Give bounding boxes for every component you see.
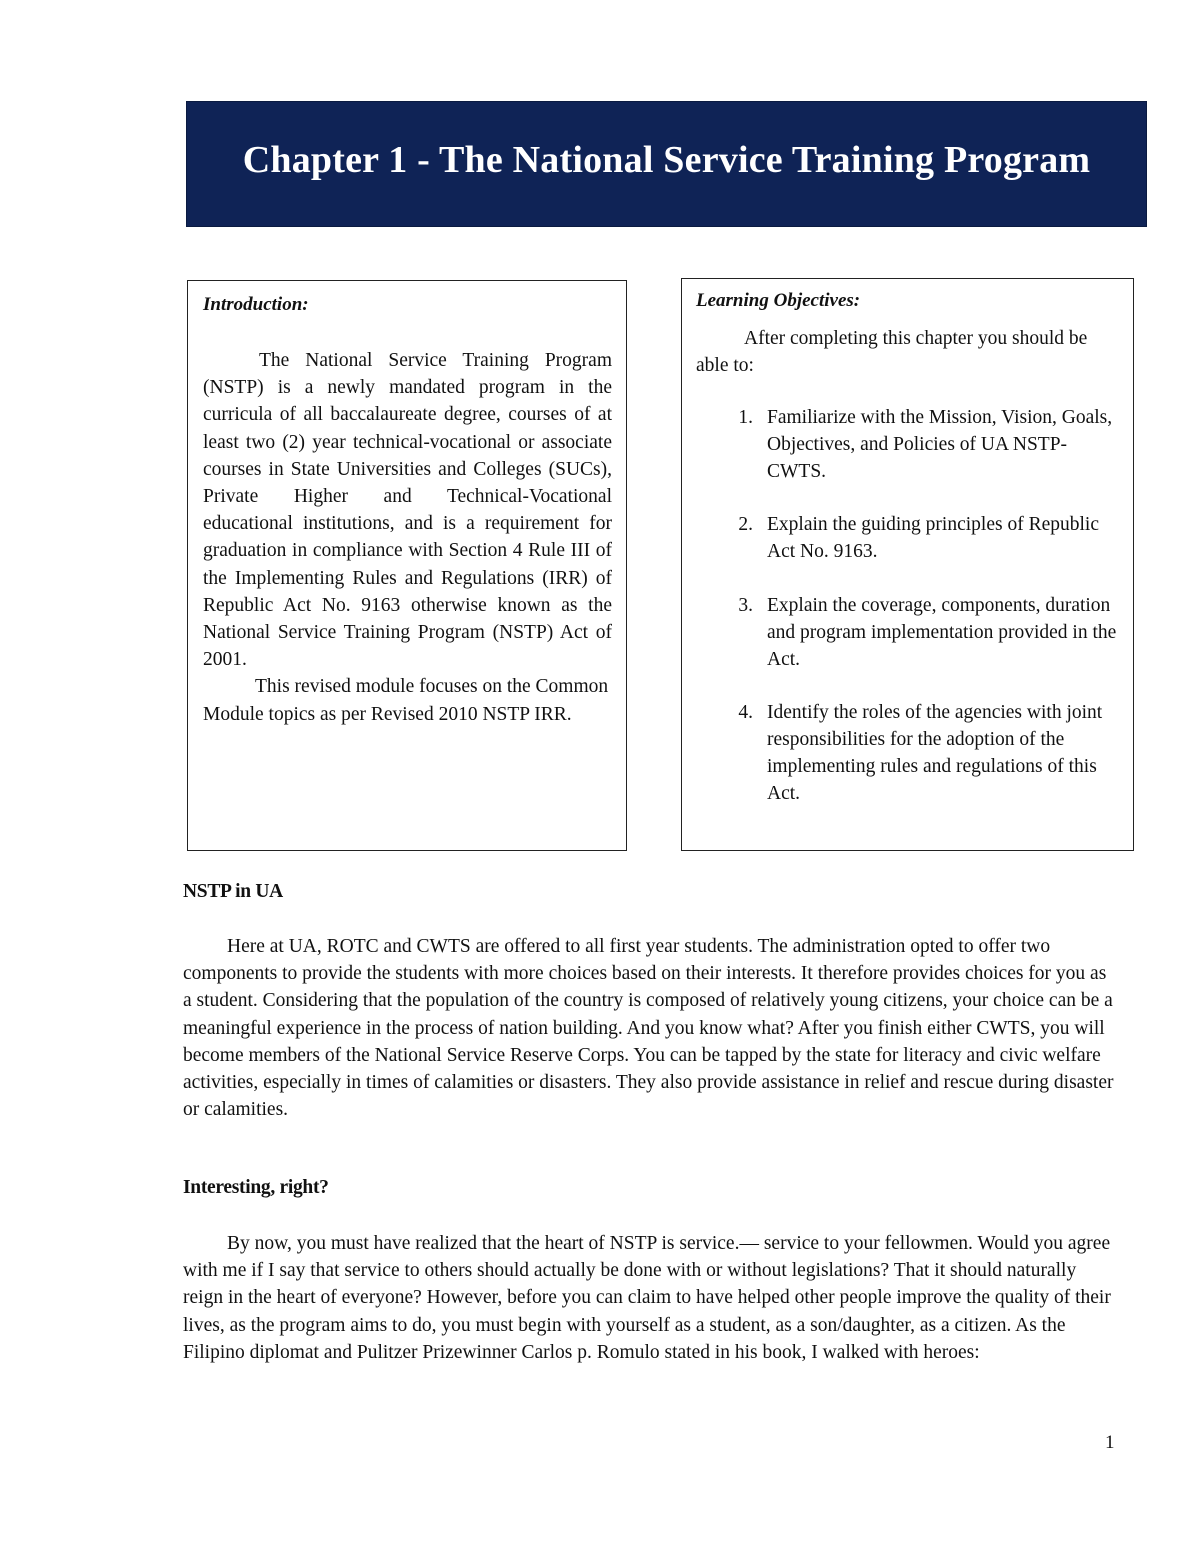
objective-number: 1.	[738, 407, 753, 428]
objectives-list	[696, 405, 1121, 808]
introduction-paragraph: This revised module focuses on the Common Module topics as per Revised 2010 NSTP IRR.	[203, 676, 609, 725]
objective-text: Explain the guiding principles of Republic Act No. 9163.	[767, 514, 1099, 563]
objective-item	[696, 700, 1121, 807]
introduction-paragraph: The National Service Training Program (NSTP) is a newly mandated program in the curricula of all baccalaureate degree, courses of at least two (2) year technical-vocational or associate courses in State Universities and Colleges (SUCs), Private Higher and Technical-Vocational educational institutions, and is a requirement for graduation in compliance with Section 4 Rule III of the Implementing Rules and Regulations (IRR) of Republic Act No. 9163 otherwise known as the National Service Training Program (NSTP) Act of 2001.	[203, 350, 612, 671]
chapter-title-banner	[186, 101, 1147, 227]
section-heading-nstp-in-ua: NSTP in UA	[183, 881, 283, 902]
section-paragraph-nstp-in-ua: Here at UA, ROTC and CWTS are offered to all first year students. The administration opted to offer two components to provide the students with more choices based on their interests. It therefore provides choices for you as a student. Considering that the population of the country is composed of relatively young citizens, your choice can be a meaningful experience in the process of nation building. And you know what? After you finish either CWTS, you will become members of the National Service Reserve Corps. You can be tapped by the state for literacy and civic welfare activities, especially in times of calamities or disasters. They also provide assistance in relief and rescue during disaster or calamities.	[183, 936, 1114, 1121]
objective-text: Explain the coverage, components, duration and program implementation provided in the Act.	[767, 594, 1117, 670]
objective-text: Familiarize with the Mission, Vision, Goals, Objectives, and Policies of UA NSTP-CWTS.	[767, 407, 1113, 482]
objective-item	[696, 405, 1121, 485]
chapter-title: Chapter 1 - The National Service Training Program	[242, 139, 1091, 181]
objective-text: Identify the roles of the agencies with joint responsibilities for the adoption of the implementing rules and regulations of this Act.	[767, 702, 1103, 804]
page-number: 1	[1105, 1432, 1115, 1453]
introduction-heading: Introduction:	[203, 294, 309, 315]
objective-number: 4.	[738, 702, 753, 724]
objective-number: 3.	[738, 594, 753, 616]
learning-objectives-box	[681, 278, 1134, 851]
objective-item	[696, 512, 1121, 566]
learning-objectives-lead: After completing this chapter you should be able to:	[696, 328, 1088, 376]
section-heading-interesting: Interesting, right?	[183, 1177, 329, 1198]
section-paragraph-interesting: By now, you must have realized that the heart of NSTP is service.— service to your fellowmen. Would you agree with me if I say that service to others should actually be done with or without legislations? That it should naturally reign in the heart of everyone? However, before you can claim to have helped other people improve the quality of their lives, as the program aims to do, you must begin with yourself as a student, as a son/daughter, as a citizen. As the Filipino diplomat and Pulitzer Prizewinner Carlos p. Romulo stated in his book, I walked with heroes:	[183, 1233, 1111, 1363]
learning-objectives-heading: Learning Objectives:	[696, 290, 861, 311]
objective-item	[696, 593, 1121, 673]
objective-number: 2.	[738, 514, 753, 536]
introduction-box	[187, 280, 627, 851]
